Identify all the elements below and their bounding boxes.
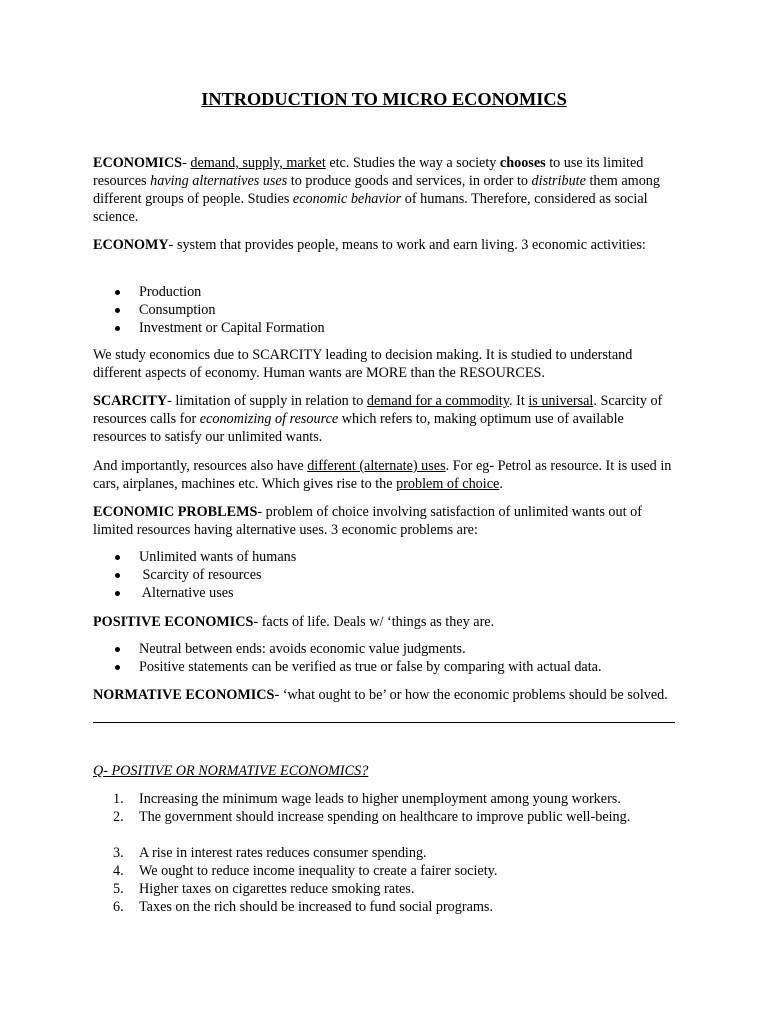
item-text: The government should increase spending on healthcare to improve public well-being. xyxy=(139,809,631,825)
item-number: 3. xyxy=(113,845,124,861)
universal-phrase: is universal xyxy=(528,393,594,409)
positive-economics-list xyxy=(93,640,675,676)
question-item xyxy=(93,862,675,880)
positive-economics-paragraph xyxy=(93,613,675,631)
list-item-text: Scarcity of resources xyxy=(139,567,262,583)
item-number: 5. xyxy=(113,881,124,897)
question-heading-text: Q- POSITIVE OR NORMATIVE ECONOMICS? xyxy=(93,763,369,779)
list-item-text: Positive statements can be verified as true or false by comparing with actual data. xyxy=(139,659,602,675)
list-item xyxy=(93,566,675,584)
text: And importantly, resources also have xyxy=(93,458,308,474)
economizing-phrase: economizing of resource xyxy=(199,411,339,427)
bullet-icon xyxy=(115,665,120,670)
question-heading xyxy=(93,762,675,780)
list-item xyxy=(93,319,675,337)
normative-economics-definition: - ‘what ought to be’ or how the economic problems should be solved. xyxy=(274,687,668,703)
question-list xyxy=(93,790,675,916)
economy-term: ECONOMY xyxy=(93,237,169,253)
text: to produce goods and services, in order to xyxy=(287,173,532,189)
bullet-icon xyxy=(115,573,120,578)
text: them among different groups of people. Studies xyxy=(93,173,660,207)
list-item xyxy=(93,301,675,319)
item-text: Higher taxes on cigarettes reduce smoking rates. xyxy=(139,881,415,897)
alternate-uses-paragraph xyxy=(93,457,675,493)
bullet-icon xyxy=(115,290,120,295)
text: which refers to, making optimum use of available resources to satisfy our unlimited wants. xyxy=(93,411,624,445)
list-item xyxy=(93,658,675,676)
list-item-text: Investment or Capital Formation xyxy=(139,320,325,336)
economics-paragraph xyxy=(93,154,675,226)
bullet-icon xyxy=(115,326,120,331)
economic-problems-paragraph xyxy=(93,503,675,539)
item-text: Taxes on the rich should be increased to fund social programs. xyxy=(139,899,493,915)
scarcity-intro-paragraph: We study economics due to SCARCITY leading to decision making. It is studied to understand different aspects of economy. Human wants are MORE than the RESOURCES. xyxy=(93,347,633,381)
alternate-uses-phrase: different (alternate) uses xyxy=(307,458,446,474)
bullet-icon xyxy=(115,591,120,596)
scarcity-paragraph xyxy=(93,392,675,446)
text: . For eg- Petrol as resource. It is used in cars, airplanes, machines etc. Which gives rise to the xyxy=(93,458,672,492)
economy-paragraph xyxy=(93,236,675,254)
economic-behavior-phrase: economic behavior xyxy=(292,191,402,207)
item-number: 1. xyxy=(113,791,124,807)
bullet-icon xyxy=(115,308,120,313)
problem-of-choice-phrase: problem of choice xyxy=(396,476,500,492)
economy-definition: - system that provides people, means to work and earn living. 3 economic activities: xyxy=(168,237,646,253)
economic-activities-list xyxy=(93,283,675,337)
list-item xyxy=(93,283,675,301)
text: to use its limited resources xyxy=(93,155,644,189)
item-number: 6. xyxy=(113,899,124,915)
item-number: 4. xyxy=(113,863,124,879)
chooses-word: chooses xyxy=(499,155,546,171)
list-item xyxy=(93,584,675,602)
list-item xyxy=(93,640,675,658)
text: . xyxy=(499,476,503,492)
item-text: Increasing the minimum wage leads to higher unemployment among young workers. xyxy=(139,791,621,807)
economic-problems-list xyxy=(93,548,675,602)
list-item-text: Neutral between ends: avoids economic value judgments. xyxy=(139,641,466,657)
economics-topics: demand, supply, market xyxy=(190,155,326,171)
list-item-text: Production xyxy=(139,284,202,300)
text: . It xyxy=(509,393,529,409)
text: etc. Studies the way a society xyxy=(325,155,500,171)
dash: - xyxy=(182,155,191,171)
question-item xyxy=(93,898,675,916)
economics-term: ECONOMICS xyxy=(93,155,183,171)
bullet-icon xyxy=(115,647,120,652)
item-text: We ought to reduce income inequality to create a fairer society. xyxy=(139,863,498,879)
economic-problems-term: ECONOMIC PROBLEMS xyxy=(93,504,258,520)
bullet-icon xyxy=(115,555,120,560)
list-item-text: Consumption xyxy=(139,302,216,318)
horizontal-divider xyxy=(93,722,675,723)
scarcity-term: SCARCITY xyxy=(93,393,168,409)
question-item xyxy=(93,880,675,898)
positive-economics-definition: - facts of life. Deals w/ ‘things as they are. xyxy=(253,614,495,630)
question-item xyxy=(93,790,675,808)
page-title: INTRODUCTION TO MICRO ECONOMICS xyxy=(201,89,567,109)
item-text: A rise in interest rates reduces consumer spending. xyxy=(139,845,427,861)
economic-problems-definition: - problem of choice involving satisfaction of unlimited wants out of limited resources having alternative uses. 3 economic problems are: xyxy=(93,504,642,538)
distribute-word: distribute xyxy=(531,173,586,189)
text: . Scarcity of resources calls for xyxy=(93,393,663,427)
text: of humans. Therefore, considered as social science. xyxy=(93,191,648,225)
demand-phrase: demand for a commodity xyxy=(366,393,510,409)
question-item xyxy=(93,844,675,862)
positive-economics-term: POSITIVE ECONOMICS xyxy=(93,614,254,630)
question-item xyxy=(93,808,675,844)
having-alternatives-phrase: having alternatives uses xyxy=(150,173,288,189)
text: - limitation of supply in relation to xyxy=(167,393,367,409)
item-number: 2. xyxy=(113,809,124,825)
list-item xyxy=(93,548,675,566)
list-item-text: Unlimited wants of humans xyxy=(139,549,297,565)
normative-economics-paragraph xyxy=(93,686,675,704)
normative-economics-term: NORMATIVE ECONOMICS xyxy=(93,687,275,703)
list-item-text: Alternative uses xyxy=(139,585,234,601)
